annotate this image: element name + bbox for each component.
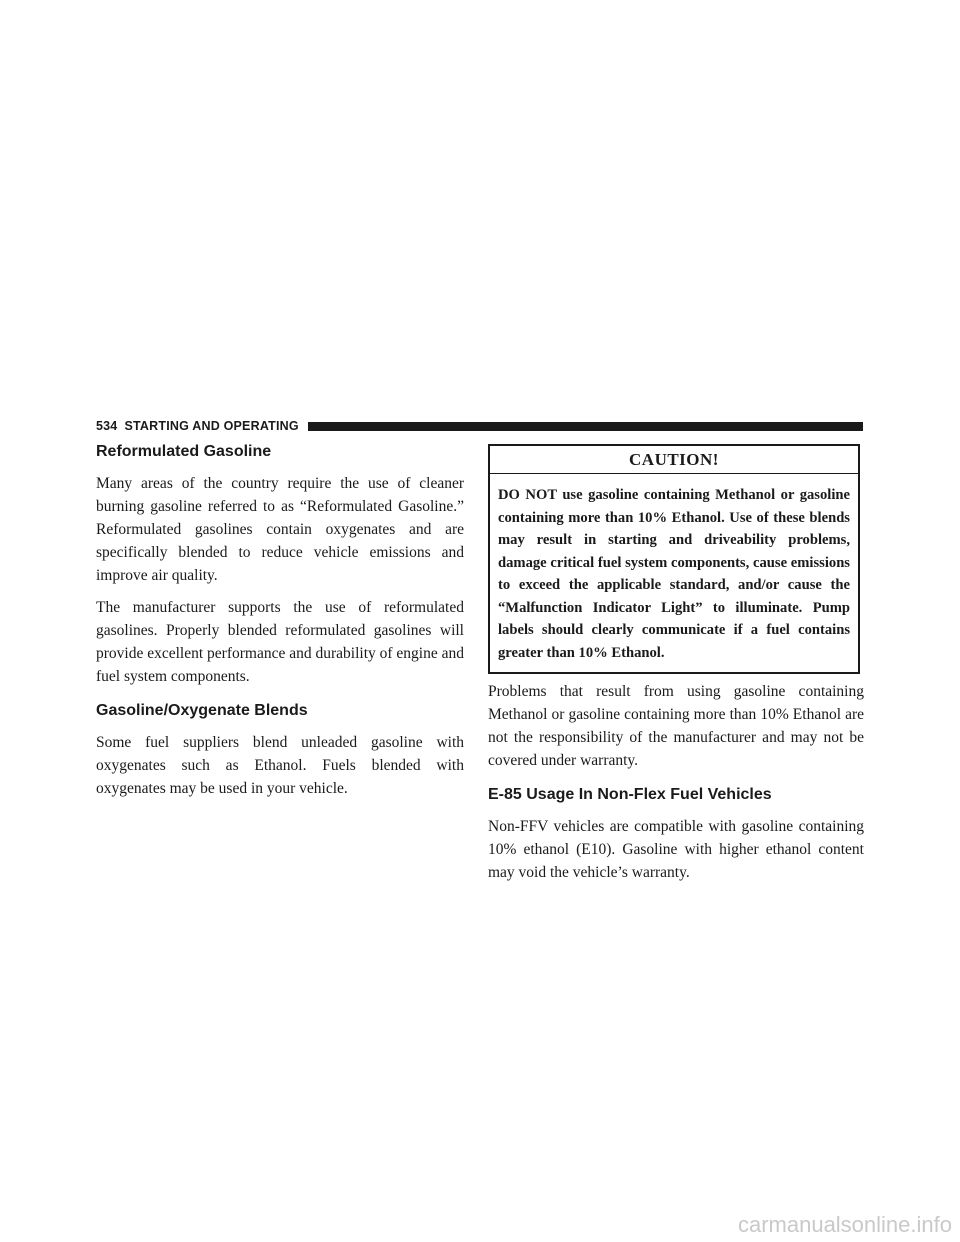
right-column [488, 444, 864, 884]
section-title: STARTING AND OPERATING [124, 419, 299, 433]
left-column [96, 440, 464, 800]
page-header [96, 418, 863, 434]
paragraph-reformulated-intro: Many areas of the country require the use of cleaner burning gasoline referred to as “Reformulated Gasoline.” Reformulated gasolines contain oxygenates and are specifically blended to reduce vehicle emissions and improve air quality. [96, 475, 464, 584]
caution-body: DO NOT use gasoline containing Methanol or gasoline containing more than 10% Ethanol. Use of these blends may result in starting and driveability problems, damage critical fuel system components, cause emissions to exceed the applicable standard, and/or cause the “Malfunction Indicator Light” to illuminate. Pump labels should clearly communicate if a fuel contains greater than 10% Ethanol. [498, 487, 850, 661]
paragraph-methanol-problems: Problems that result from using gasoline containing Methanol or gasoline containing more than 10% Ethanol are not the responsibility of the manufacturer and may not be covered under warranty. [488, 683, 864, 769]
page-number: 534 [96, 419, 118, 433]
header-rule [308, 422, 863, 431]
heading-gasoline-oxygenate-blends: Gasoline/Oxygenate Blends [96, 702, 308, 719]
caution-title: CAUTION! [490, 446, 858, 474]
paragraph-manufacturer-support: The manufacturer supports the use of reformulated gasolines. Properly blended reformulated gasolines will provide excellent performance and durability of engine and fuel system components. [96, 599, 464, 685]
paragraph-non-ffv: Non-FFV vehicles are compatible with gasoline containing 10% ethanol (E10). Gasoline with higher ethanol content may void the vehicle’s warranty. [488, 818, 864, 881]
watermark: carmanualsonline.info [737, 1212, 952, 1237]
heading-e85-usage: E-85 Usage In Non-Flex Fuel Vehicles [488, 786, 772, 803]
heading-reformulated-gasoline: Reformulated Gasoline [96, 443, 272, 460]
paragraph-oxygenate-blends: Some fuel suppliers blend unleaded gasoline with oxygenates such as Ethanol. Fuels blended with oxygenates may be used in your vehicle. [96, 734, 464, 797]
caution-box [488, 444, 860, 674]
